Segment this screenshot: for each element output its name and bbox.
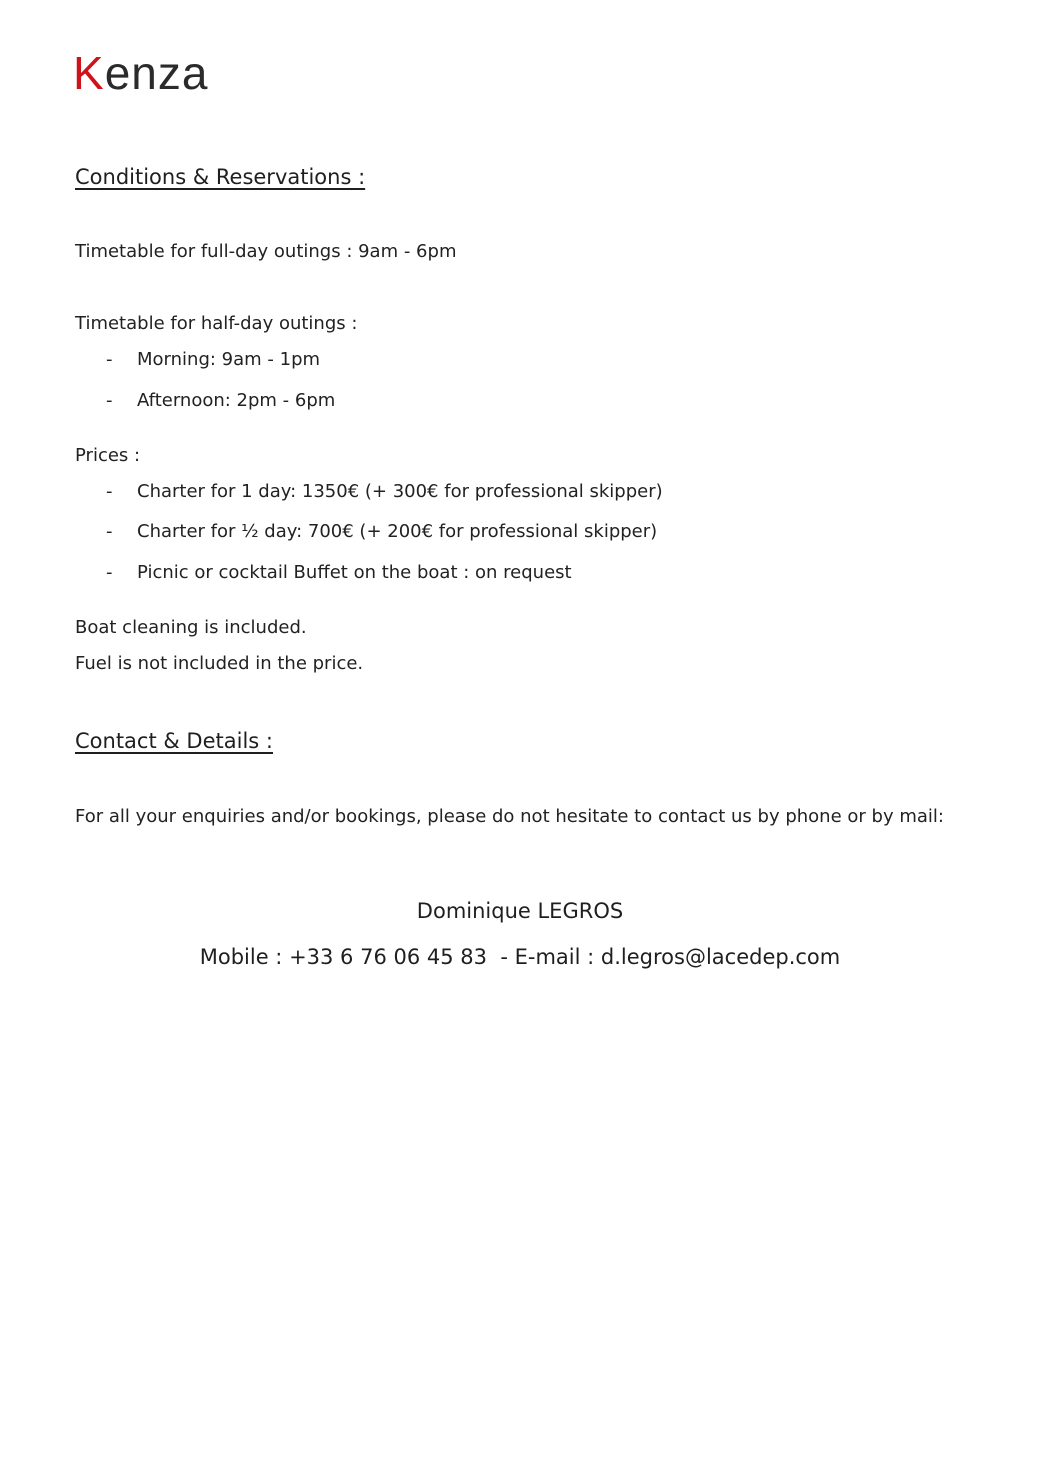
price-item-full-day — [106, 481, 663, 502]
cleaning-note: Boat cleaning is included. — [75, 617, 307, 638]
logo-initial: K — [73, 47, 105, 99]
half-day-item-text: Morning: 9am - 1pm — [137, 349, 321, 370]
price-item-half-day — [106, 521, 657, 542]
mobile-number[interactable]: +33 6 76 06 45 83 — [289, 945, 488, 969]
price-item-text: Picnic or cocktail Buffet on the boat : on request — [137, 562, 572, 583]
contact-heading: Contact & Details : — [75, 729, 273, 753]
price-item-text: Charter for ½ day: 700€ (+ 200€ for professional skipper) — [137, 521, 658, 542]
list-marker: - — [106, 349, 113, 370]
prices-label: Prices : — [75, 445, 141, 466]
full-day-timetable: Timetable for full-day outings : 9am - 6pm — [75, 241, 457, 262]
contact-name: Dominique LEGROS — [416, 899, 624, 923]
kenza-logo — [73, 47, 209, 99]
price-item-text: Charter for 1 day: 1350€ (+ 300€ for professional skipper) — [137, 481, 663, 502]
email-label: E-mail : — [514, 945, 601, 969]
conditions-heading: Conditions & Reservations : — [75, 165, 366, 189]
logo-rest: enza — [104, 47, 209, 99]
list-marker: - — [106, 481, 113, 502]
fuel-note: Fuel is not included in the price. — [75, 653, 364, 674]
contact-separator: - — [487, 945, 515, 969]
list-marker: - — [106, 390, 113, 411]
list-marker: - — [106, 562, 113, 583]
half-day-timetable-label: Timetable for half-day outings : — [75, 313, 358, 334]
half-day-item-text: Afternoon: 2pm - 6pm — [137, 390, 336, 411]
list-marker: - — [106, 521, 113, 542]
price-item-buffet — [106, 562, 572, 583]
contact-intro: For all your enquiries and/or bookings, please do not hesitate to contact us by phone or by mail: — [75, 806, 944, 827]
mobile-label: Mobile : — [199, 945, 290, 969]
contact-line — [0, 945, 1040, 969]
half-day-item-morning — [106, 349, 320, 370]
email-link[interactable]: d.legros@lacedep.com — [600, 945, 841, 969]
half-day-item-afternoon — [106, 390, 335, 411]
